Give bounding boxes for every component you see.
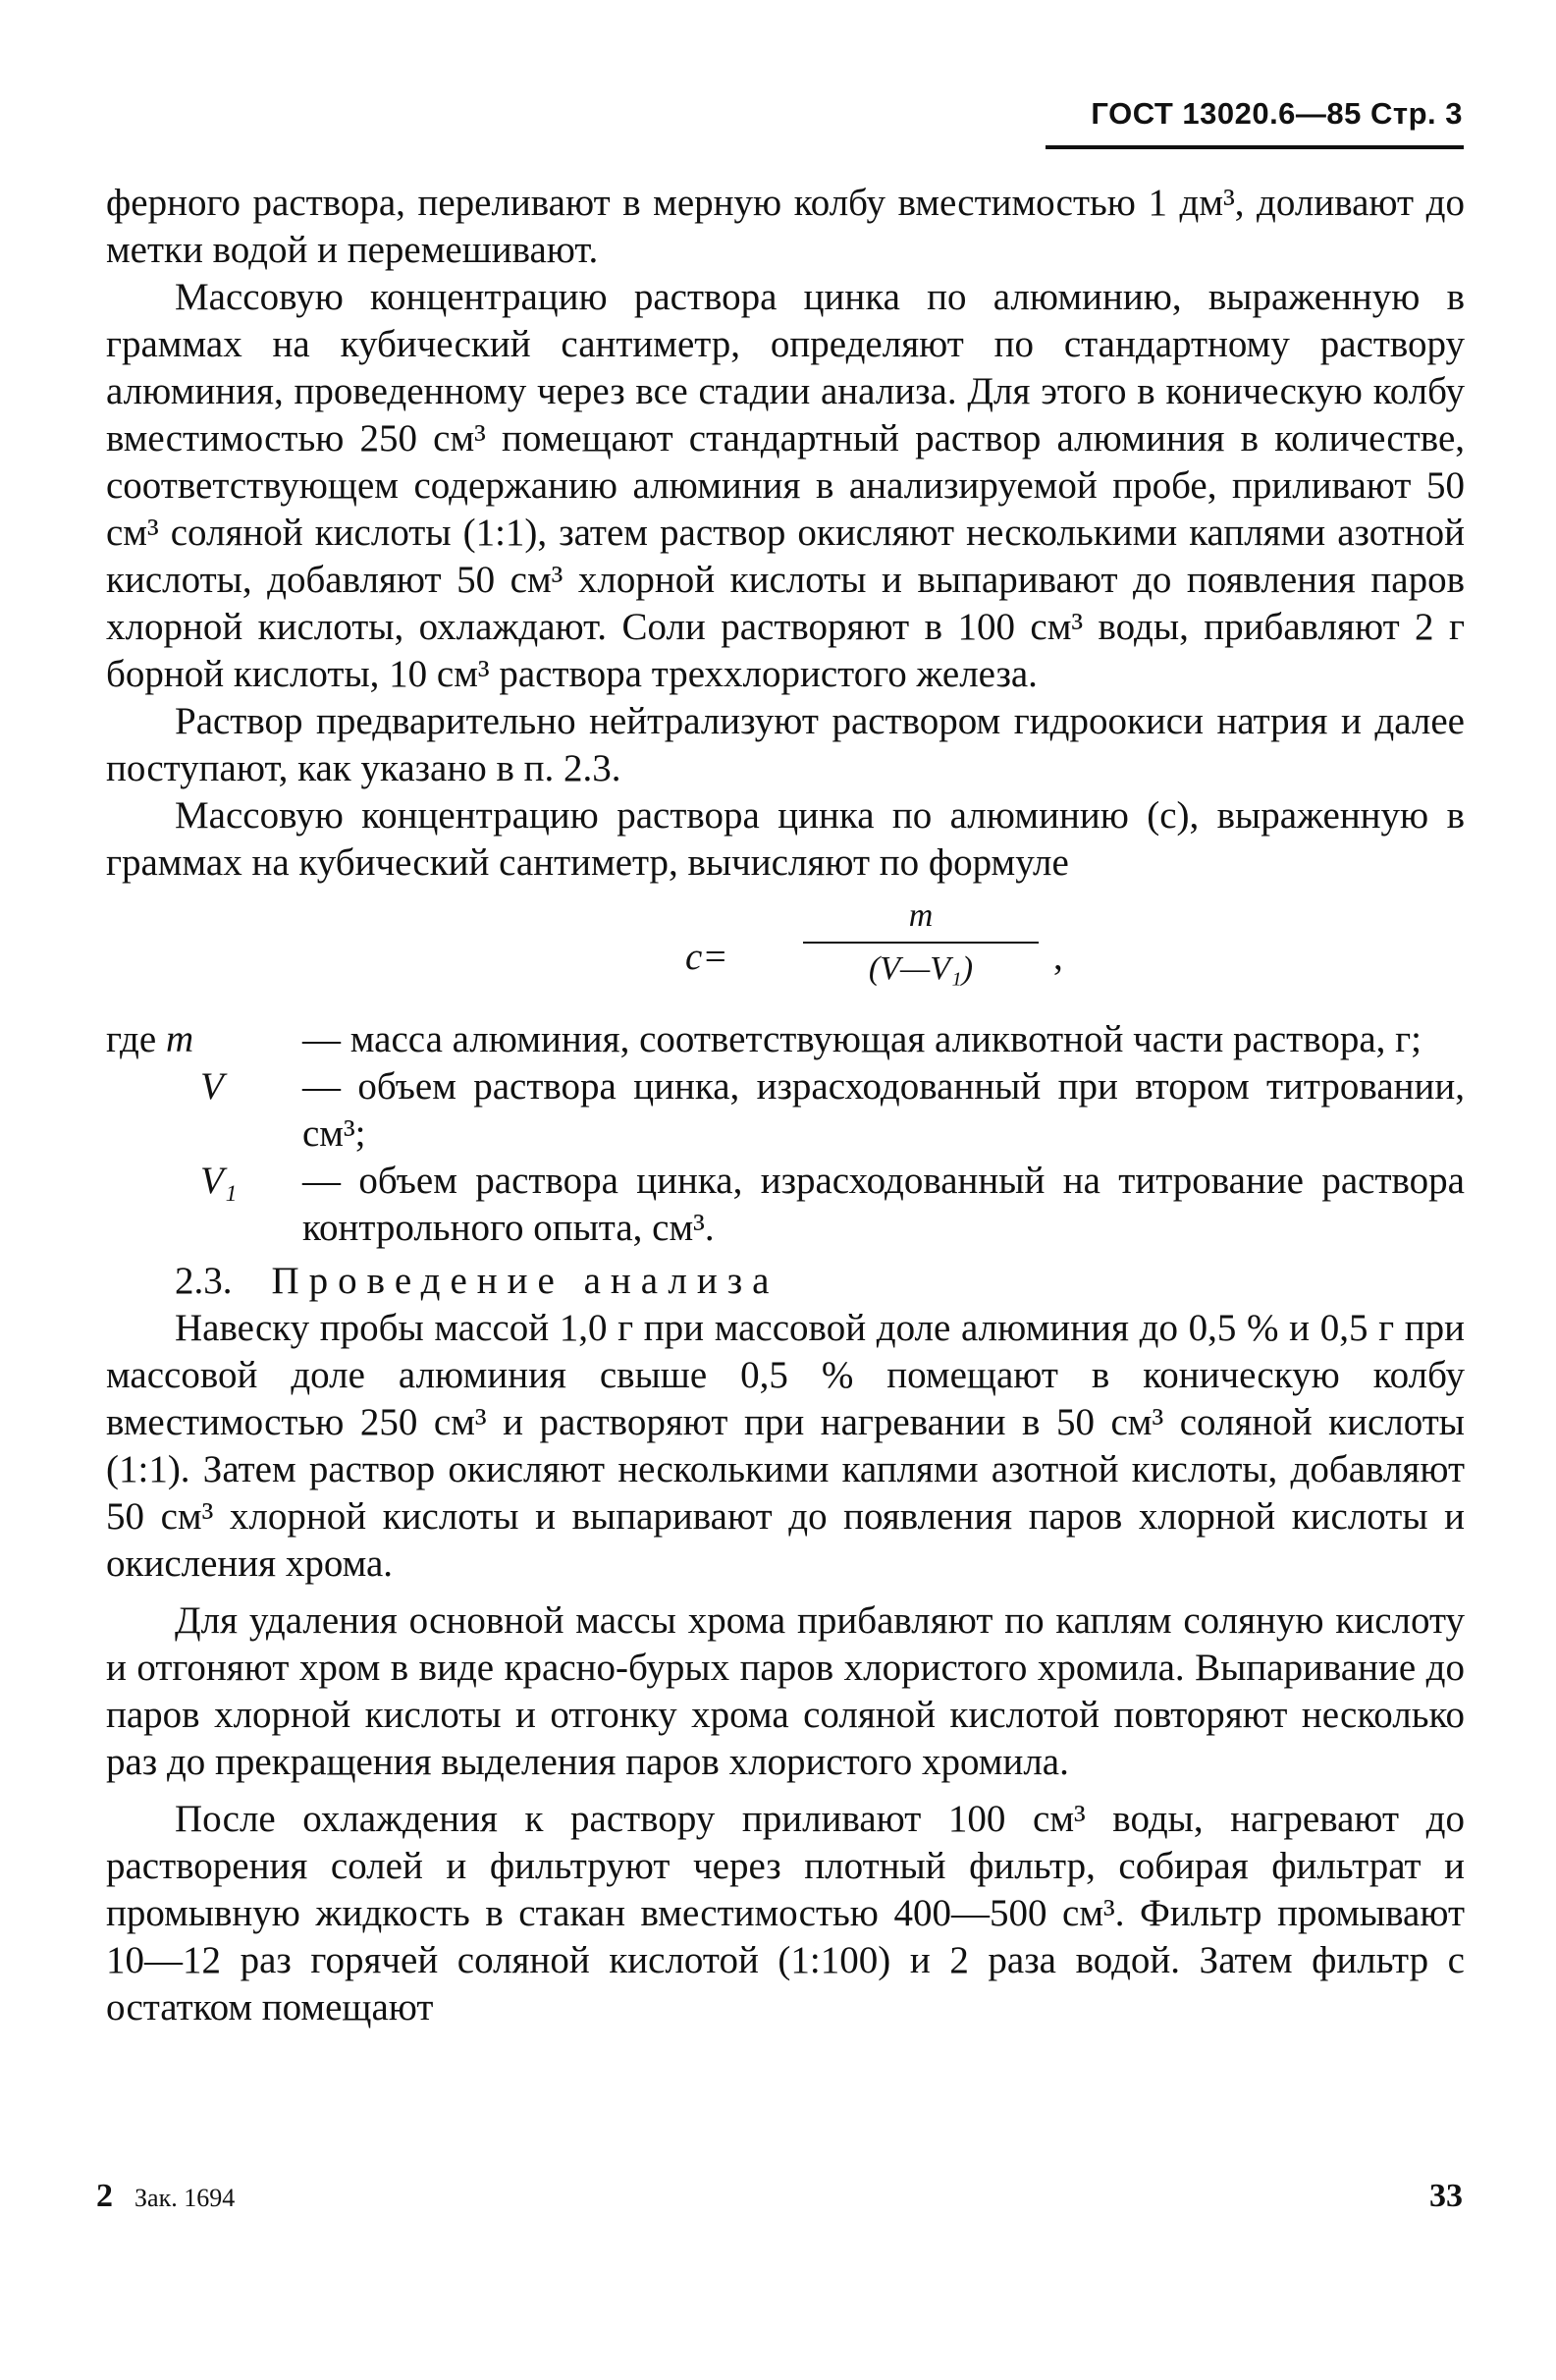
section-heading — [106, 1258, 1465, 1305]
paragraph-2: Массовую концентрацию раствора цинка по алюминию, выраженную в граммах на кубический сантиметр, определяют по стандартному раствору алюминия, проведенному через все стадии анализа. Для этого в коническую колбу вместимостью 250 см³ помещают стандартный раствор алюминия в количестве, соответствующем содержанию алюминия в анализируемой пробе, приливают 50 см³ соляной кислоты (1:1), затем раствор окисляют несколькими каплями азотной кислоты, добавляют 50 см³ хлорной кислоты и выпаривают до появления паров хлорной кислоты, охлаждают. Соли растворяют в 100 см³ воды, прибавляют 2 г борной кислоты, 10 см³ раствора треххлористого железа. — [106, 276, 1465, 695]
legend-lead — [106, 1063, 302, 1110]
footer-order-number: Зак. 1694 — [134, 2184, 236, 2212]
page-number: 33 — [1429, 2178, 1463, 2214]
section-number: 2.3. — [175, 1260, 233, 1302]
formula-lhs: c= — [685, 936, 728, 978]
where-word: где — [106, 1018, 157, 1060]
legend-lead — [106, 1158, 302, 1205]
legend-where — [106, 1016, 1465, 1252]
footer-order — [96, 2178, 235, 2215]
footer-sheet-number: 2 — [96, 2178, 113, 2214]
paragraph-4: Массовую концентрацию раствора цинка по алюминию (c), выраженную в граммах на кубический сантиметр, вычисляют по формуле — [106, 794, 1465, 884]
legend-symbol: m — [165, 1018, 194, 1060]
paragraph-3: Раствор предварительно нейтрализуют раствором гидроокиси натрия и далее поступают, как указано в п. 2.3. — [106, 700, 1465, 789]
formula-numerator: m — [908, 897, 934, 934]
page-header: ГОСТ 13020.6—85 Стр. 3 — [1091, 96, 1463, 131]
paragraph-6: Для удаления основной массы хрома прибавляют по каплям соляную кислоту и отгоняют хром в виде красно-бурых паров хлористого хромила. Выпаривание до паров хлорной кислоты и отгонку хрома соляной кислотой повторяют несколько раз до прекращения выделения паров хлористого хромила. — [106, 1599, 1465, 1783]
formula-fraction — [774, 894, 1068, 991]
formula — [106, 894, 1465, 1010]
legend-row-v — [106, 1063, 1465, 1158]
header-rule — [1046, 145, 1464, 149]
section-title: Проведение анализа — [271, 1260, 779, 1302]
paragraph-5: Навеску пробы массой 1,0 г при массовой доле алюминия до 0,5 % и 0,5 г при массовой доле алюминия свыше 0,5 % помещают в коническую колбу вместимостью 250 см³ и растворяют при нагревании в 50 см³ соляной кислоты (1:1). Затем раствор окисляют несколькими каплями азотной кислоты, добавляют 50 см³ хлорной кислоты и выпаривают до появления паров хлорной кислоты и окисления хрома. — [106, 1307, 1465, 1585]
legend-symbol: V₁ — [200, 1160, 238, 1202]
paragraph-7: После охлаждения к раствору приливают 100 см³ воды, нагревают до растворения солей и фильтруют через плотный фильтр, собирая фильтрат и промывную жидкость в стакан вместимостью 400—500 см³. Фильтр промывают 10—12 раз горячей соляной кислотой (1:100) и 2 раза водой. Затем фильтр с остатком помещают — [106, 1798, 1465, 2028]
legend-symbol: V — [200, 1065, 224, 1108]
legend-lead — [106, 1016, 302, 1063]
formula-denominator: (V—V₁) — [868, 950, 974, 987]
legend-text: — объем раствора цинка, израсходованный при втором титровании, см³; — [302, 1065, 1465, 1155]
legend-text: — объем раствора цинка, израсходованный на титрование раствора контрольного опыта, см³. — [302, 1160, 1465, 1249]
document-body — [106, 180, 1465, 2031]
legend-row-v1 — [106, 1158, 1465, 1252]
formula-comma: , — [1053, 936, 1063, 978]
legend-text: — масса алюминия, соответствующая аликвотной части раствора, г; — [302, 1018, 1422, 1060]
legend-row-m — [106, 1016, 1465, 1063]
fraction-bar — [803, 942, 1039, 944]
paragraph-1: ферного раствора, переливают в мерную колбу вместимостью 1 дм³, доливают до метки водой и перемешивают. — [106, 182, 1465, 271]
